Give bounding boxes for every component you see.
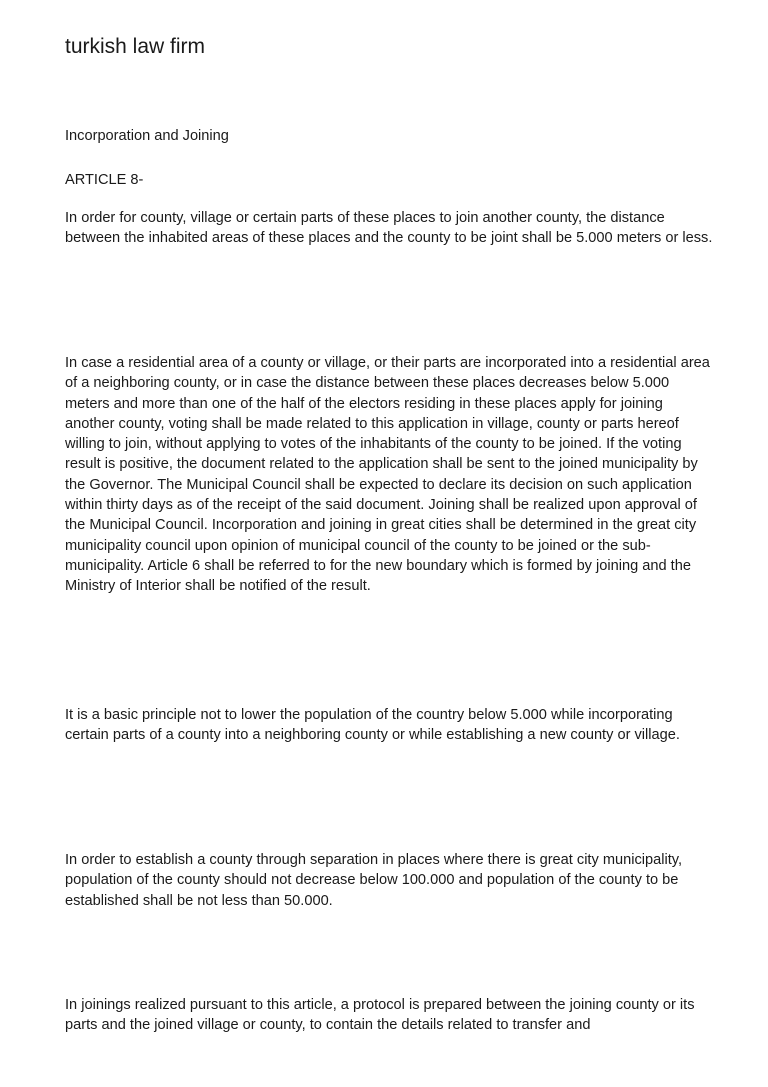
paragraph-joining-procedure: In case a residential area of a county or village, or their parts are incorporated into a residential area of a neighboring county, or in case the distance between these places decreases below 5.000 meters and more than one of the half of the electors residing in these places apply for joining another county, voting shall be made related to this application in village, county or parts hereof willing to join, without applying to votes of the inhabitants of the county to be joined. If the voting result is positive, the document related to the application shall be sent to the joined municipality by the Governor. The Municipal Council shall be expected to declare its decision on such application within thirty days as of the receipt of the said document. Joining shall be realized upon approval of the Municipal Council. Incorporation and joining in great cities shall be determined in the great city municipality council upon opinion of municipal council of the county to be joined or the sub-municipality. Article 6 shall be referred to for the new boundary which is formed by joining and the Ministry of Interior shall be notified of the result. bbox=[65, 355, 710, 595]
section-heading: Incorporation and Joining bbox=[65, 128, 229, 144]
paragraph-great-city-separation: In order to establish a county through separation in places where there is great city municipality, population of the county should not decrease below 100.000 and population of the county to be established shall be not less than 50.000. bbox=[65, 852, 683, 909]
paragraph-population-principle: It is a basic principle not to lower the population of the country below 5.000 while incorporating certain parts of a county into a neighboring county or while establishing a new county or village. bbox=[65, 707, 680, 744]
paragraph-joining-protocol: In joinings realized pursuant to this article, a protocol is prepared between the joining county or its parts and the joined village or county, to contain the details related to transfer and bbox=[65, 997, 695, 1034]
document-title: turkish law firm bbox=[65, 35, 206, 58]
paragraph-distance-requirement: In order for county, village or certain parts of these places to join another county, the distance between the inhabited areas of these places and the county to be joint shall be 5.000 meters or less. bbox=[65, 210, 713, 247]
article-label: ARTICLE 8- bbox=[65, 172, 144, 188]
